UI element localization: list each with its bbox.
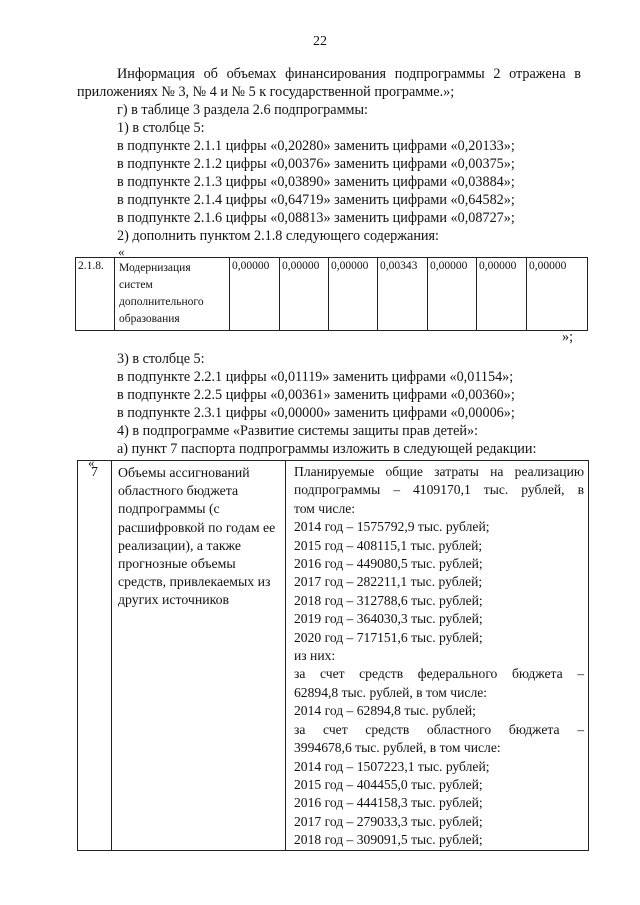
value-cell: 0,00000 bbox=[527, 258, 588, 331]
value-cell: 0,00000 bbox=[428, 258, 477, 331]
desc-line: подпрограммы – 4109170,1 тыс. рублей, в bbox=[294, 482, 584, 498]
intro-line: в подпункте 2.1.1 цифры «0,20280» заменить цифрами «0,20133»; bbox=[117, 138, 515, 154]
middle-line: в подпункте 2.3.1 цифры «0,00000» заменить цифрами «0,00006»; bbox=[117, 405, 515, 421]
desc-line: 62894,8 тыс. рублей, в том числе: bbox=[294, 684, 488, 700]
desc-line: 3994678,6 тыс. рублей, в том числе: bbox=[294, 740, 501, 756]
desc-line: 2016 год – 444158,3 тыс. рублей; bbox=[294, 795, 483, 811]
open-quote: « bbox=[88, 455, 95, 470]
intro-line: в подпункте 2.1.4 цифры «0,64719» заменить цифрами «0,64582»; bbox=[117, 192, 515, 208]
intro-line: 1) в столбце 5: bbox=[117, 120, 205, 136]
passport-table bbox=[77, 460, 589, 851]
desc-line: за счет средств федерального бюджета – bbox=[294, 666, 584, 682]
intro-line: Информация об объемах финансирования подпрограммы 2 отражена в bbox=[117, 66, 581, 82]
item-description bbox=[286, 461, 589, 851]
value-cell: 0,00000 bbox=[230, 258, 280, 331]
indicator-table bbox=[75, 257, 588, 331]
desc-line: 2019 год – 364030,3 тыс. рублей; bbox=[294, 611, 483, 627]
desc-line: 2014 год – 62894,8 тыс. рублей; bbox=[294, 703, 476, 719]
close-quote: »; bbox=[562, 329, 574, 345]
desc-line: 2015 год – 408115,1 тыс. рублей; bbox=[294, 537, 483, 553]
desc-line: 2018 год – 309091,5 тыс. рублей; bbox=[294, 832, 483, 848]
desc-line: 2017 год – 279033,3 тыс. рублей; bbox=[294, 813, 483, 829]
desc-line: 2014 год – 1507223,1 тыс. рублей; bbox=[294, 758, 490, 774]
desc-line: за счет средств областного бюджета – bbox=[294, 721, 584, 737]
middle-line: 4) в подпрограмме «Развитие системы защиты прав детей»: bbox=[117, 423, 479, 439]
value-cell: 0,00000 bbox=[280, 258, 329, 331]
desc-line: том числе: bbox=[294, 500, 356, 516]
desc-line: Планируемые общие затраты на реализацию bbox=[294, 464, 584, 479]
desc-line: 2016 год – 449080,5 тыс. рублей; bbox=[294, 556, 483, 572]
value-cell: 0,00000 bbox=[329, 258, 378, 331]
open-quote: « bbox=[118, 244, 125, 259]
middle-line: а) пункт 7 паспорта подпрограммы изложить в следующей редакции: bbox=[117, 441, 537, 457]
desc-line: 2014 год – 1575792,9 тыс. рублей; bbox=[294, 519, 490, 535]
row-name: Модернизация систем дополнительного образования bbox=[115, 258, 230, 331]
desc-line: 2018 год – 312788,6 тыс. рублей; bbox=[294, 592, 483, 608]
desc-line: из них: bbox=[294, 648, 336, 664]
intro-line: 2) дополнить пунктом 2.1.8 следующего содержания: bbox=[117, 228, 439, 244]
intro-line: в подпункте 2.1.6 цифры «0,08813» заменить цифрами «0,08727»; bbox=[117, 210, 515, 226]
middle-line: в подпункте 2.2.5 цифры «0,00361» заменить цифрами «0,00360»; bbox=[117, 387, 515, 403]
value-cell: 0,00000 bbox=[477, 258, 527, 331]
desc-line: 2015 год – 404455,0 тыс. рублей; bbox=[294, 776, 483, 792]
intro-line: в подпункте 2.1.3 цифры «0,03890» заменить цифрами «0,03884»; bbox=[117, 174, 515, 190]
intro-line: г) в таблице 3 раздела 2.6 подпрограммы: bbox=[117, 102, 368, 118]
desc-line: 2017 год – 282211,1 тыс. рублей; bbox=[294, 574, 483, 590]
middle-line: в подпункте 2.2.1 цифры «0,01119» заменить цифрами «0,01154»; bbox=[117, 369, 514, 385]
intro-line: приложениях № 3, № 4 и № 5 к государственной программе.»; bbox=[77, 84, 455, 100]
value-cell: 0,00343 bbox=[378, 258, 428, 331]
item-number: 7 bbox=[78, 461, 112, 851]
row-code: 2.1.8. bbox=[76, 258, 115, 331]
middle-line: 3) в столбце 5: bbox=[117, 351, 205, 367]
desc-line: 2020 год – 717151,6 тыс. рублей; bbox=[294, 629, 483, 645]
page-number: 22 bbox=[313, 34, 327, 49]
item-label: Объемы ассигнований областного бюджета подпрограммы (с расшифровкой по годам ее реализации), а также прогнозные объемы средств, привлекаемых из других источников bbox=[112, 461, 286, 851]
intro-line: в подпункте 2.1.2 цифры «0,00376» заменить цифрами «0,00375»; bbox=[117, 156, 515, 172]
